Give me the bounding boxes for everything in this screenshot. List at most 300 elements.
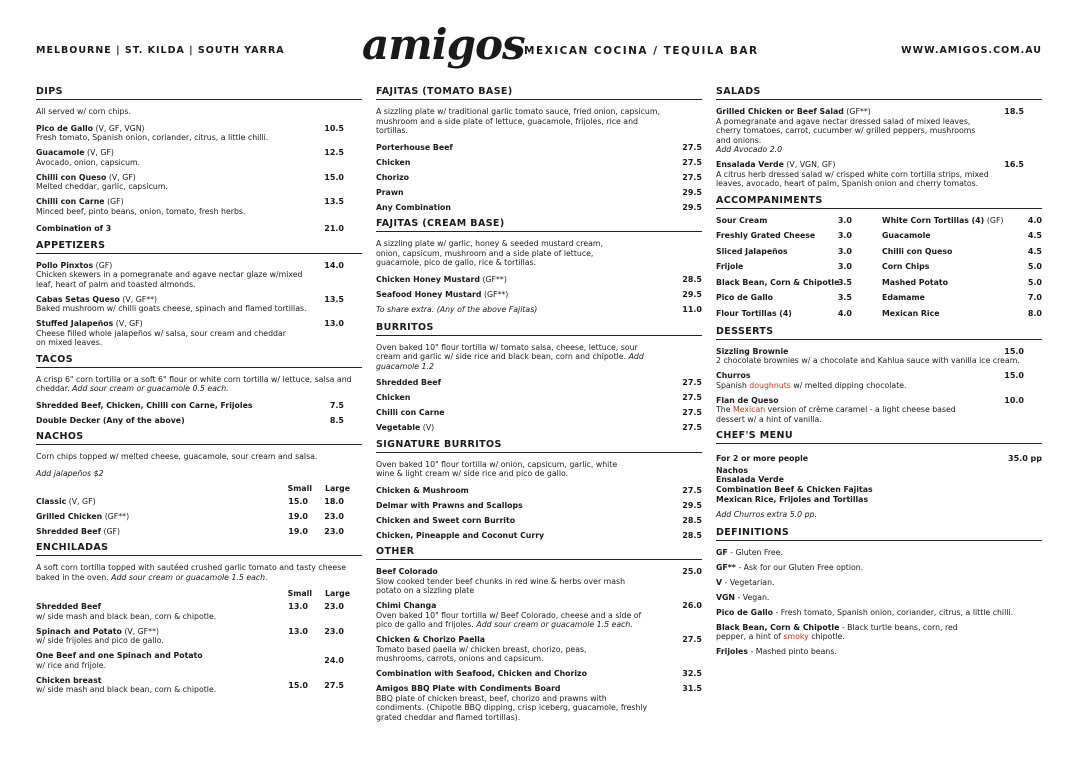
menu-item bbox=[376, 393, 702, 403]
price-large: 23.0 bbox=[324, 526, 344, 536]
price-small: 13.0 bbox=[288, 626, 308, 636]
item-tags: (V, GF) bbox=[68, 496, 96, 506]
item-desc bbox=[716, 405, 976, 424]
menu-item bbox=[36, 319, 362, 348]
intro-text: Oven baked 10" flour tortilla w/ tomato salsa, cheese, lettuce, sour cream and garlic w/ side rice and black bean, corn and chipotle. bbox=[376, 342, 638, 361]
menu-item bbox=[882, 247, 1042, 257]
section-intro bbox=[376, 343, 661, 372]
item-tags: (GF**) bbox=[483, 289, 509, 299]
menu-item bbox=[36, 295, 362, 314]
item-price: 8.5 bbox=[329, 415, 344, 425]
item-price: 3.5 bbox=[837, 293, 852, 302]
item-tags: (V, VGN, GF) bbox=[786, 160, 836, 169]
fajitas-cream-section bbox=[376, 218, 702, 314]
menu-item bbox=[376, 531, 702, 541]
menu-item bbox=[36, 261, 362, 290]
item-name: Chicken & Chorizo Paella bbox=[376, 635, 486, 644]
def-term: GF** bbox=[716, 562, 736, 572]
section-title: CHEF'S MENU bbox=[716, 430, 1042, 444]
item-desc: Chicken skewers in a pomegranate and agave nectar glaze w/mixed leaf, heart of palm and toasted almonds. bbox=[36, 270, 303, 289]
desc-pre: Spanish bbox=[716, 380, 750, 390]
intro-add: Add guacamole 1.2 bbox=[376, 352, 644, 371]
item-price: 4.0 bbox=[1027, 215, 1042, 225]
definition bbox=[716, 647, 1042, 657]
item-desc: Avocado, onion, capsicum. bbox=[36, 157, 141, 167]
item-desc: w/ side mash and black bean, corn & chipotle. bbox=[36, 685, 217, 694]
menu-item bbox=[376, 408, 702, 418]
definition bbox=[716, 608, 1042, 618]
section-intro: Corn chips topped w/ melted cheese, guacamole, sour cream and salsa. bbox=[36, 452, 318, 461]
item-price: 29.5 bbox=[682, 187, 702, 197]
item-name: Pico de Gallo bbox=[716, 293, 774, 302]
definition bbox=[716, 593, 1042, 603]
small-header: Small bbox=[287, 483, 312, 493]
menu-item bbox=[36, 497, 362, 507]
item-name: Chimi Changa bbox=[376, 601, 437, 610]
menu-item bbox=[716, 160, 1042, 189]
menu-item bbox=[36, 602, 362, 621]
menu-item bbox=[882, 293, 1042, 303]
def-text: - Mashed pinto beans. bbox=[747, 647, 837, 657]
chefs-menu-section bbox=[716, 430, 1042, 519]
item-desc: A citrus herb dressed salad w/ crisped white corn tortilla strips, mixed leaves, avocado, heart of palm, Spanish onion and cherry tomatos. bbox=[716, 169, 989, 188]
item-name: Guacamole bbox=[882, 231, 931, 240]
item-name: Any Combination bbox=[376, 202, 451, 212]
item-name: Combination with Seafood, Chicken and Chorizo bbox=[376, 669, 587, 678]
large-header: Large bbox=[325, 483, 350, 493]
item-desc-add: Add Avocado 2.0 bbox=[716, 145, 783, 154]
menu-item bbox=[716, 347, 1042, 366]
price-large: 18.0 bbox=[324, 496, 344, 506]
menu-item bbox=[376, 684, 702, 722]
item-tags: (GF**) bbox=[104, 511, 130, 521]
item-price: 27.5 bbox=[682, 172, 702, 182]
def-text: - Gluten Free. bbox=[727, 547, 783, 557]
item-price: 7.5 bbox=[329, 400, 344, 410]
nachos-section bbox=[36, 431, 362, 536]
item-name: Frijole bbox=[716, 262, 744, 271]
item-price: 15.0 bbox=[1004, 371, 1024, 380]
menu-item bbox=[376, 669, 702, 679]
menu-item bbox=[36, 512, 362, 522]
item-name: Combination of 3 bbox=[36, 224, 112, 233]
section-title: FAJITAS (CREAM BASE) bbox=[376, 218, 702, 232]
item-name: Chicken bbox=[376, 393, 411, 402]
desc-post: w/ melted dipping chocolate. bbox=[790, 380, 907, 390]
item-desc: BBQ plate of chicken breast, beef, chorizo and prawns with condiments. (Chipotle BBQ dipping, crisp iceberg, guacamole, freshly grated cheddar and flamed tortillas). bbox=[376, 693, 648, 722]
item-name: Chicken, Pineapple and Coconut Curry bbox=[376, 530, 545, 540]
menu-item bbox=[36, 124, 362, 143]
menu-item bbox=[36, 148, 362, 167]
item-desc: Tomato based paella w/ chicken breast, chorizo, peas, mushrooms, carrots, onions and capsicum. bbox=[376, 644, 587, 663]
tagline: MEXICAN COCINA / TEQUILA BAR bbox=[524, 45, 759, 57]
section-title: SIGNATURE BURRITOS bbox=[376, 439, 702, 453]
item-desc: Baked mushroom w/ chilli goats cheese, spinach and flamed tortillas. bbox=[36, 304, 307, 313]
item-price: 27.5 bbox=[682, 635, 702, 644]
chef-line: Combination Beef & Chicken Fajitas bbox=[716, 485, 873, 495]
item-name: Sliced Jalapeños bbox=[716, 246, 788, 256]
menu-item bbox=[376, 173, 702, 183]
desc-post: version of crème caramel - a light cheese based dessert w/ a hint of vanilla. bbox=[716, 405, 956, 424]
other-section bbox=[376, 546, 702, 722]
menu-item bbox=[716, 107, 1042, 155]
item-tags: (GF) bbox=[95, 260, 113, 270]
share-extra bbox=[376, 305, 702, 314]
price-large: 23.0 bbox=[324, 602, 344, 611]
item-desc bbox=[376, 611, 651, 630]
desc-highlight: Mexican bbox=[732, 405, 766, 414]
item-name: Shredded Beef bbox=[36, 602, 101, 611]
item-desc: Fresh tomato, Spanish onion, coriander, citrus, a little chilli. bbox=[36, 133, 269, 142]
item-desc: Cheese filled whole jalapeños w/ salsa, sour cream and cheddar on mixed leaves. bbox=[36, 328, 286, 347]
price-small: 19.0 bbox=[288, 511, 308, 521]
definition bbox=[716, 578, 1042, 588]
menu-item bbox=[376, 275, 702, 285]
item-name: Chicken & Mushroom bbox=[376, 485, 469, 495]
item-name: Grilled Chicken or Beef Salad bbox=[716, 107, 844, 116]
item-desc bbox=[716, 381, 1042, 391]
item-price: 8.0 bbox=[1027, 308, 1042, 318]
item-price: 31.5 bbox=[682, 684, 702, 693]
definitions-section bbox=[716, 527, 1042, 657]
menu-item bbox=[716, 396, 1042, 425]
definition bbox=[716, 563, 1042, 573]
section-title: NACHOS bbox=[36, 431, 362, 445]
item-tags: (GF**) bbox=[482, 274, 507, 284]
section-title: APPETIZERS bbox=[36, 240, 362, 254]
section-intro bbox=[36, 375, 362, 394]
def-term: Black Bean, Corn & Chipotle bbox=[716, 622, 840, 632]
chef-line: Ensalada Verde bbox=[716, 475, 784, 485]
menu-item bbox=[376, 567, 702, 596]
item-tags: (V, GF) bbox=[115, 319, 143, 328]
section-title: DIPS bbox=[36, 86, 362, 100]
item-tags: (V) bbox=[422, 423, 435, 432]
item-desc: Minced beef, pinto beans, onion, tomato, fresh herbs. bbox=[36, 206, 246, 216]
item-price: 26.0 bbox=[682, 601, 702, 610]
menu-item bbox=[376, 601, 702, 630]
small-header: Small bbox=[287, 589, 312, 598]
item-name: Vegetable bbox=[376, 423, 421, 432]
menu-item bbox=[36, 627, 362, 646]
item-name: Black Bean, Corn & Chipotle bbox=[716, 277, 840, 287]
definition bbox=[716, 548, 1042, 558]
intro-add: Add sour cream or guacamole 1.5 each. bbox=[111, 572, 268, 582]
section-title: ACCOMPANIMENTS bbox=[716, 195, 1042, 209]
menu-item bbox=[716, 278, 882, 288]
item-price: 29.5 bbox=[682, 289, 702, 299]
menu-item bbox=[716, 293, 882, 303]
item-name: Flan de Queso bbox=[716, 395, 779, 405]
item-price: 28.5 bbox=[682, 530, 702, 540]
menu-item bbox=[882, 231, 1042, 241]
item-name: Shredded Beef bbox=[36, 526, 101, 536]
item-name: Chilli con Carne bbox=[376, 408, 445, 417]
item-price: 3.0 bbox=[837, 215, 852, 225]
item-price: 27.5 bbox=[682, 485, 702, 495]
price-small: 15.0 bbox=[288, 496, 308, 506]
item-tags: (GF) bbox=[103, 526, 121, 536]
menu-item bbox=[36, 527, 362, 537]
price-large: 23.0 bbox=[324, 626, 344, 636]
menu-item bbox=[882, 262, 1042, 272]
item-price: 3.0 bbox=[837, 231, 852, 240]
item-tags: (V, GF, VGN) bbox=[95, 123, 145, 133]
section-intro: Oven baked 10" flour tortilla w/ onion, capsicum, garlic, white wine & light cream w/ side rice and pico de gallo. bbox=[376, 459, 618, 478]
item-price: 13.5 bbox=[324, 197, 344, 206]
item-price: 13.5 bbox=[324, 294, 344, 304]
section-intro: A sizzling plate w/ traditional garlic tomato sauce, fried onion, capsicum, mushroom and a side plate of lettuce, guacamole, frijoles, rice and tortillas. bbox=[376, 107, 660, 135]
item-name: Sizzling Brownie bbox=[716, 346, 789, 356]
item-name: Pico de Gallo bbox=[36, 123, 94, 133]
menu-item bbox=[376, 423, 702, 433]
item-price: 5.0 bbox=[1027, 277, 1042, 287]
item-price: 32.5 bbox=[682, 669, 702, 678]
item-price: 28.5 bbox=[682, 515, 702, 525]
menu-item bbox=[376, 501, 702, 511]
large-header: Large bbox=[325, 589, 350, 598]
item-price: 4.5 bbox=[1027, 231, 1042, 240]
section-title: DESSERTS bbox=[716, 326, 1042, 340]
section-intro bbox=[36, 563, 362, 582]
menu-item bbox=[376, 143, 702, 153]
item-price: 4.5 bbox=[1027, 246, 1042, 256]
menu-column-right bbox=[716, 86, 1042, 663]
menu-item bbox=[716, 262, 882, 272]
chef-line: Nachos bbox=[716, 465, 748, 475]
chefs-menu-for bbox=[716, 454, 1042, 464]
menu-column-middle bbox=[376, 86, 702, 728]
enchiladas-section bbox=[36, 542, 362, 695]
menu-item bbox=[376, 516, 702, 526]
item-name: Beef Colorado bbox=[376, 567, 438, 576]
menu-item bbox=[376, 486, 702, 496]
item-price: 10.0 bbox=[1004, 395, 1024, 405]
section-title: OTHER bbox=[376, 546, 702, 560]
item-price: 3.5 bbox=[837, 277, 852, 287]
item-name: Corn Chips bbox=[882, 262, 930, 271]
menu-item bbox=[882, 216, 1042, 226]
desc-pre: The bbox=[716, 405, 733, 414]
accompaniments-section bbox=[716, 195, 1042, 319]
item-price: 3.0 bbox=[837, 246, 852, 256]
section-intro: All served w/ corn chips. bbox=[36, 107, 131, 116]
menu-item bbox=[882, 309, 1042, 319]
menu-item bbox=[716, 216, 882, 226]
dips-section bbox=[36, 86, 362, 234]
item-price: 27.5 bbox=[682, 423, 702, 432]
item-name: Chicken breast bbox=[36, 675, 102, 685]
item-name: Shredded Beef, Chicken, Chilli con Carne, Frijoles bbox=[36, 400, 253, 410]
item-price: 25.0 bbox=[682, 567, 702, 576]
item-tags: (V, GF) bbox=[108, 172, 136, 182]
def-text: - Vegan. bbox=[734, 592, 770, 602]
item-name: Chilli con Carne bbox=[36, 197, 105, 206]
item-tags: (V, GF**) bbox=[124, 626, 160, 636]
desc-highlight: doughnuts bbox=[749, 380, 791, 390]
item-price: 18.5 bbox=[1004, 107, 1024, 116]
item-desc: 2 chocolate brownies w/ a chocolate and Kahlua sauce with vanilla ice cream. bbox=[716, 356, 1020, 365]
def-term: Pico de Gallo bbox=[716, 607, 774, 617]
def-text: - Black turtle beans, corn, red pepper, a hint of bbox=[716, 622, 958, 642]
item-name: Sour Cream bbox=[716, 215, 768, 225]
item-price: 27.5 bbox=[682, 393, 702, 402]
def-text: - Vegetarian. bbox=[722, 577, 775, 587]
item-desc: Slow cooked tender beef chunks in red wine & herbs over mash potato on a sizzling plate bbox=[376, 576, 626, 595]
item-name: Classic bbox=[36, 496, 67, 506]
item-name: Prawn bbox=[376, 187, 404, 197]
item-name: Chicken bbox=[376, 157, 411, 167]
fajitas-tomato-section bbox=[376, 86, 702, 212]
definition bbox=[716, 623, 971, 642]
menu-item bbox=[36, 224, 362, 234]
def-term: VGN bbox=[716, 592, 735, 602]
price-small: 15.0 bbox=[288, 680, 308, 690]
item-name: Cabas Setas Queso bbox=[36, 294, 120, 304]
menu-item bbox=[36, 173, 362, 192]
item-name: One Beef and one Spinach and Potato bbox=[36, 651, 203, 660]
item-name: Seafood Honey Mustard bbox=[376, 289, 482, 299]
item-price: 27.5 bbox=[682, 378, 702, 387]
intro-text: A crisp 6" corn tortilla or a soft 6" flour or white corn tortilla w/ lettuce, salsa and cheddar. bbox=[36, 374, 352, 393]
item-price: 7.0 bbox=[1027, 293, 1042, 302]
item-desc: Melted cheddar, garlic, capsicum. bbox=[36, 182, 168, 191]
item-price: 28.5 bbox=[682, 274, 702, 284]
section-title: FAJITAS (TOMATO BASE) bbox=[376, 86, 702, 100]
item-name: Chorizo bbox=[376, 172, 410, 182]
item-name: Chilli con Queso bbox=[36, 172, 107, 182]
item-desc: w/ side mash and black bean, corn & chipotle. bbox=[36, 611, 217, 621]
section-note: Add jalapeños $2 bbox=[36, 468, 104, 478]
item-price: 27.5 bbox=[682, 157, 702, 167]
menu-item bbox=[36, 401, 362, 411]
item-price: 13.0 bbox=[324, 319, 344, 328]
menu-item bbox=[376, 635, 702, 664]
intro-text: A soft corn tortilla topped with sautéed crushed garlic tomato and tasty cheese baked in the oven. bbox=[36, 563, 347, 582]
size-header bbox=[36, 589, 362, 600]
price-large: 24.0 bbox=[324, 656, 344, 665]
locations: MELBOURNE | ST. KILDA | SOUTH YARRA bbox=[36, 45, 285, 56]
def-term: V bbox=[716, 577, 723, 587]
def-text-post: chipotle. bbox=[808, 632, 845, 642]
item-tags: (V, GF) bbox=[87, 148, 114, 157]
menu-item bbox=[36, 416, 362, 426]
section-title: BURRITOS bbox=[376, 322, 702, 336]
menu-item bbox=[716, 247, 882, 257]
item-desc: w/ rice and frijole. bbox=[36, 660, 107, 670]
item-name: Mexican Rice bbox=[882, 308, 940, 318]
section-intro: A sizzling plate w/ garlic, honey & seeded mustard cream, onion, capsicum, mushroom and a side plate of lettuce, guacamole, pico de gallo, rice & tortillas. bbox=[376, 239, 603, 267]
price-large: 27.5 bbox=[324, 680, 344, 690]
share-price: 11.0 bbox=[682, 304, 702, 314]
price-large: 23.0 bbox=[324, 511, 344, 521]
item-desc: w/ side frijoles and pico de gallo. bbox=[36, 636, 164, 645]
def-term: Frijoles bbox=[716, 647, 748, 657]
menu-item bbox=[36, 676, 362, 695]
size-header bbox=[36, 484, 362, 495]
item-name: Chicken and Sweet corn Burrito bbox=[376, 515, 516, 525]
item-name: Spinach and Potato bbox=[36, 626, 122, 636]
item-name: Churros bbox=[716, 371, 751, 380]
item-name: Pollo Pinxtos bbox=[36, 260, 94, 270]
desserts-section bbox=[716, 326, 1042, 425]
website-link[interactable]: WWW.AMIGOS.COM.AU bbox=[901, 45, 1042, 56]
item-price: 29.5 bbox=[682, 500, 702, 510]
menu-item bbox=[716, 371, 1042, 390]
item-price: 29.5 bbox=[682, 202, 702, 212]
item-price: 21.0 bbox=[324, 224, 344, 233]
section-title: DEFINITIONS bbox=[716, 527, 1042, 541]
section-title: ENCHILADAS bbox=[36, 542, 362, 556]
salads-section bbox=[716, 86, 1042, 189]
item-price: 16.5 bbox=[1004, 160, 1024, 169]
item-tags: (GF**) bbox=[846, 107, 871, 116]
item-tags: (GF) bbox=[986, 215, 1004, 225]
item-name: Chicken Honey Mustard bbox=[376, 274, 480, 284]
def-text: - Fresh tomato, Spanish onion, coriander, citrus, a little chilli. bbox=[773, 607, 1014, 617]
appetizers-section bbox=[36, 240, 362, 348]
section-title: SALADS bbox=[716, 86, 1042, 100]
def-highlight: smoky bbox=[783, 632, 809, 642]
intro-add: Add sour cream or guacamole 0.5 each. bbox=[72, 384, 229, 393]
menu-item bbox=[376, 378, 702, 388]
amigos-logo: amigos bbox=[362, 20, 525, 69]
item-name: Flour Tortillas (4) bbox=[716, 308, 792, 318]
item-price: 10.5 bbox=[324, 123, 344, 133]
item-name: Stuffed Jalapeños bbox=[36, 319, 114, 328]
menu-item bbox=[376, 203, 702, 213]
menu-item bbox=[376, 290, 702, 300]
for-text: For 2 or more people bbox=[716, 454, 809, 463]
item-name: Freshly Grated Cheese bbox=[716, 231, 816, 240]
section-title: TACOS bbox=[36, 354, 362, 368]
item-name: Guacamole bbox=[36, 148, 85, 157]
item-price: 35.0 pp bbox=[1008, 454, 1042, 463]
item-name: Edamame bbox=[882, 293, 925, 302]
item-price: 5.0 bbox=[1027, 262, 1042, 271]
item-name: Shredded Beef bbox=[376, 378, 441, 387]
item-price: 15.0 bbox=[324, 172, 344, 182]
menu-item bbox=[376, 158, 702, 168]
item-name: Chilli con Queso bbox=[882, 246, 953, 256]
item-name: Mashed Potato bbox=[882, 277, 948, 287]
item-name: Porterhouse Beef bbox=[376, 142, 453, 152]
item-price: 27.5 bbox=[682, 408, 702, 417]
item-name: Amigos BBQ Plate with Condiments Board bbox=[376, 684, 561, 693]
item-price: 14.0 bbox=[324, 260, 344, 270]
desc-text: Oven baked 10" flour tortilla w/ Beef Colorado, cheese and a side of pico de gallo and frijoles. bbox=[376, 610, 642, 629]
accompaniments-grid bbox=[716, 216, 1042, 319]
item-price: 4.0 bbox=[837, 308, 852, 318]
menu-item bbox=[716, 231, 882, 241]
burritos-section bbox=[376, 322, 702, 433]
price-small: 13.0 bbox=[288, 602, 308, 611]
item-price: 3.0 bbox=[837, 262, 852, 271]
item-price: 15.0 bbox=[1004, 346, 1024, 356]
menu-item bbox=[376, 188, 702, 198]
signature-burritos-section bbox=[376, 439, 702, 541]
tacos-section bbox=[36, 354, 362, 426]
menu-column-left bbox=[36, 86, 362, 701]
item-desc: A pomegranate and agave nectar dressed salad of mixed leaves, cherry tomatoes, carrot, cucumber w/ grilled peppers, mushrooms and onions. bbox=[716, 116, 976, 145]
item-tags: (GF) bbox=[107, 197, 124, 206]
desc-add: Add sour cream or guacamole 1.5 each. bbox=[476, 620, 633, 629]
menu-item bbox=[716, 309, 882, 319]
item-price: 12.5 bbox=[324, 148, 344, 157]
menu-item bbox=[36, 651, 362, 670]
def-text: - Ask for our Gluten Free option. bbox=[735, 562, 864, 572]
menu-item bbox=[36, 197, 362, 216]
